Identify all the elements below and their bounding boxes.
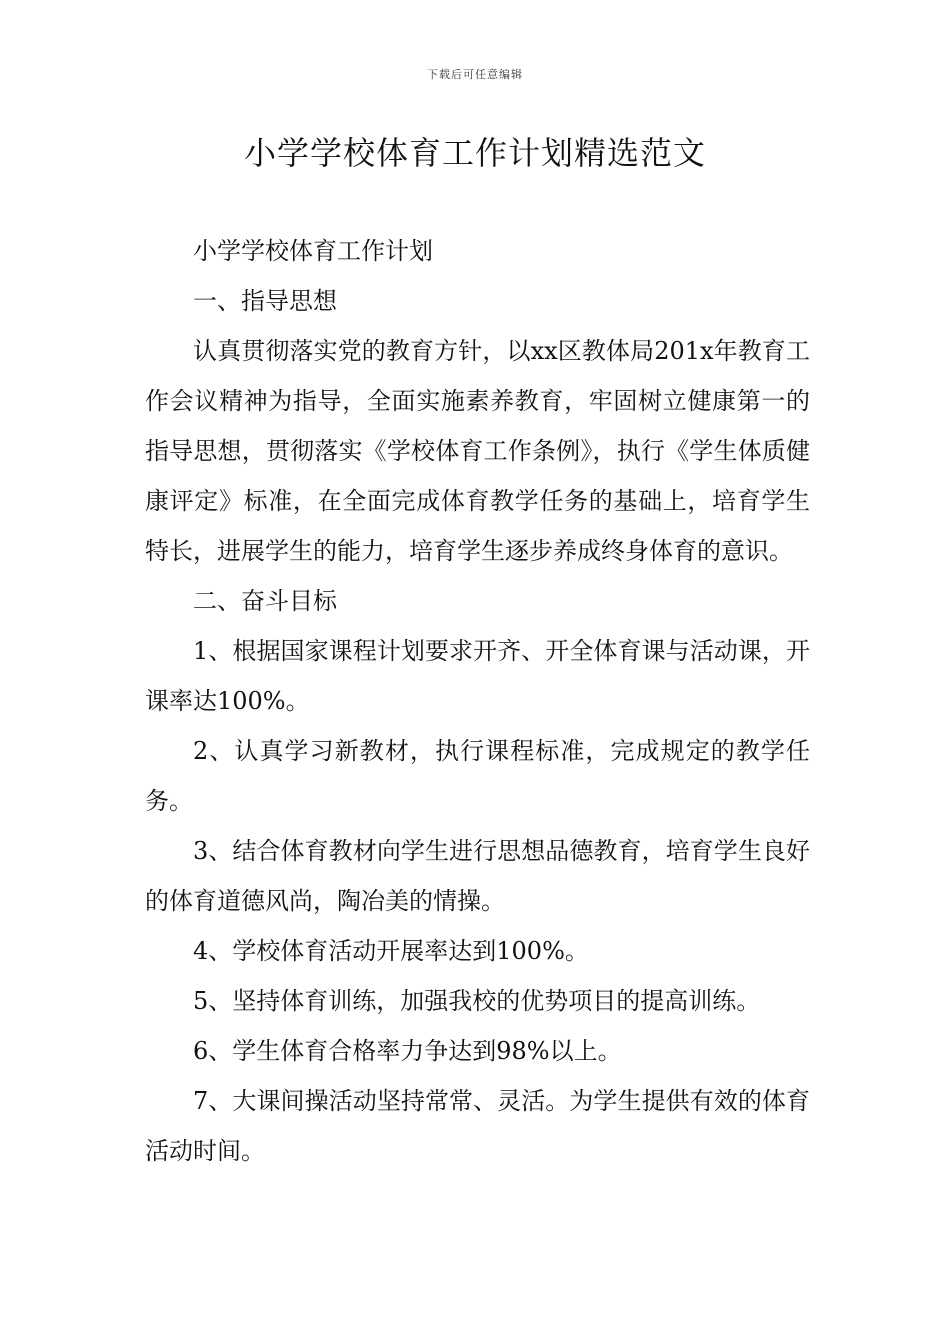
goal-item: 7、大课间操活动坚持常常、灵活。为学生提供有效的体育活动时间。 <box>145 1087 810 1165</box>
guiding-thought-paragraph: 认真贯彻落实党的教育方针，以xx区教体局201x年教育工作会议精神为指导，全面实施素养教育，牢固树立健康第一的指导思想，贯彻落实《学校体育工作条例》，执行《学生体质健康评定》标准，在全面完成体育教学任务的基础上，培育学生特长，进展学生的能力，培育学生逐步养成终身体育的意识。 <box>145 337 810 565</box>
section-heading-goals: 二、奋斗目标 <box>193 587 337 615</box>
header-note: 下载后可任意编辑 <box>427 68 523 81</box>
goal-item: 4、学校体育活动开展率达到100%。 <box>193 937 589 965</box>
document-body <box>145 226 810 1176</box>
goal-item: 3、结合体育教材向学生进行思想品德教育，培育学生良好的体育道德风尚，陶冶美的情操。 <box>145 837 810 915</box>
plan-subtitle: 小学学校体育工作计划 <box>193 237 433 265</box>
document-title: 小学学校体育工作计划精选范文 <box>243 134 706 172</box>
goal-item: 1、根据国家课程计划要求开齐、开全体育课与活动课，开课率达100%。 <box>145 637 810 715</box>
section-heading-guiding-thought: 一、指导思想 <box>193 287 337 315</box>
goal-item: 6、学生体育合格率力争达到98%以上。 <box>193 1037 622 1065</box>
goal-item: 2、认真学习新教材，执行课程标准，完成规定的教学任务。 <box>145 737 810 815</box>
goal-item: 5、坚持体育训练，加强我校的优势项目的提高训练。 <box>193 987 761 1015</box>
